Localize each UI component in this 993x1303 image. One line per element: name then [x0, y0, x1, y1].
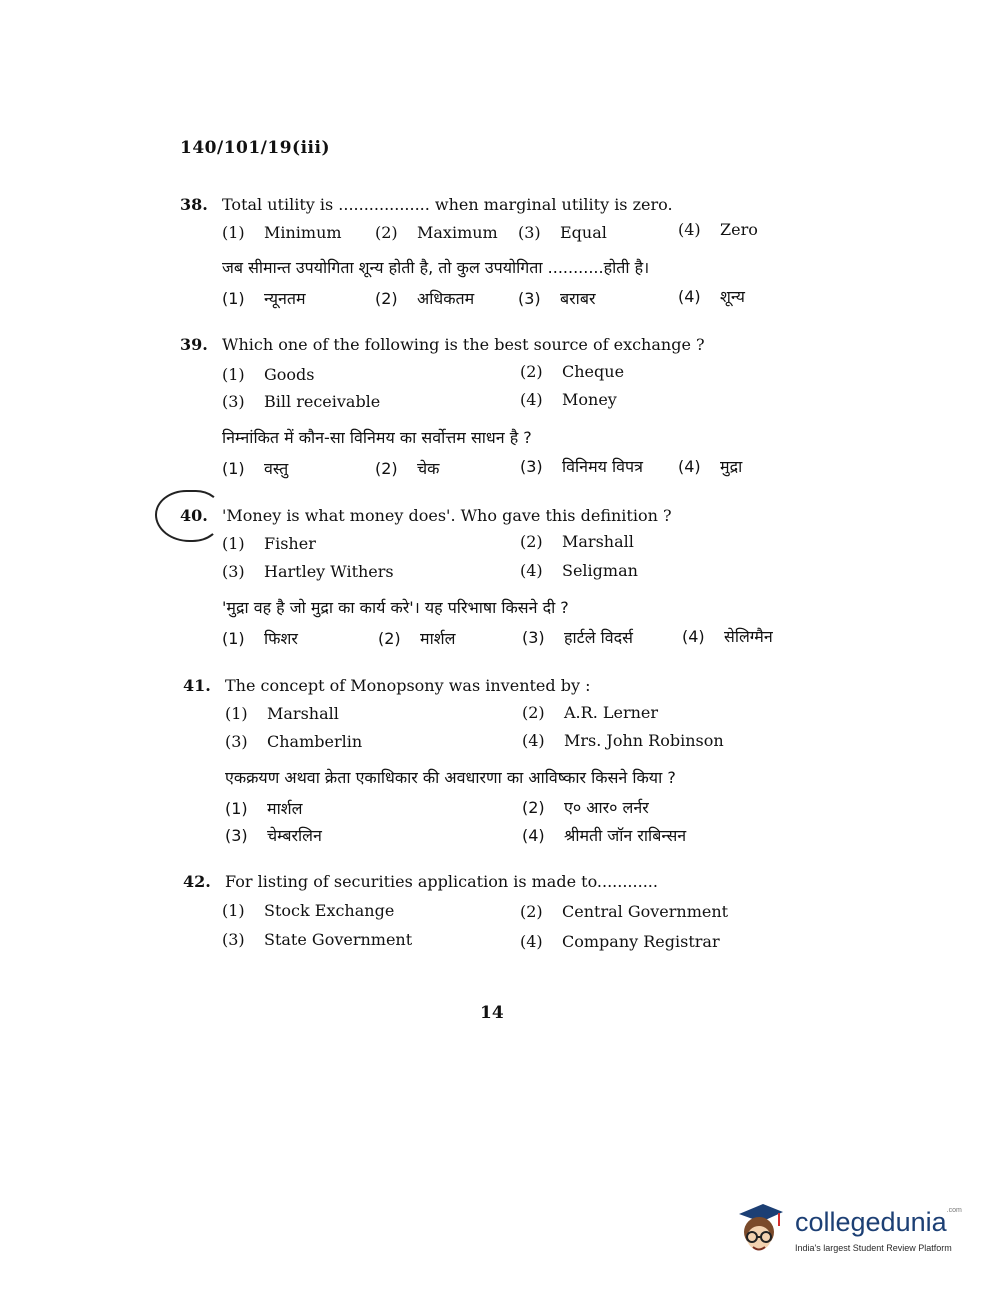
- q38-hindi-option-1: (1) न्यूनतम: [222, 289, 306, 308]
- q39-option-1: (1) Goods: [222, 365, 315, 384]
- q38-option-3: (3) Equal: [518, 223, 607, 242]
- q40-hindi-option-1: (1) फिशर: [222, 629, 298, 648]
- q39-hindi-option-4: (4) मुद्रा: [678, 457, 743, 476]
- q38-option-4: (4) Zero: [678, 220, 758, 239]
- logo-wordmark: collegedunia$^{.com}$: [795, 1207, 962, 1237]
- question-number: 39.: [180, 335, 208, 354]
- mascot-icon: [735, 1200, 785, 1258]
- q40-option-2: (2) Marshall: [520, 532, 634, 551]
- q39-option-2: (2) Cheque: [520, 362, 625, 381]
- q39-hindi-option-3: (3) विनिमय विपत्र: [520, 457, 643, 476]
- q41-option-3: (3) Chamberlin: [225, 732, 363, 751]
- q41-option-4: (4) Mrs. John Robinson: [522, 731, 724, 750]
- q40-hindi-option-3: (3) हार्टले विदर्स: [522, 628, 633, 647]
- question-40: [180, 506, 672, 525]
- q41-hindi-option-1: (1) मार्शल: [225, 799, 303, 818]
- question-41: [183, 676, 590, 695]
- collegedunia-logo: [735, 1195, 965, 1265]
- question-42: [183, 872, 658, 891]
- q40-option-1: (1) Fisher: [222, 534, 316, 553]
- q40-option-3: (3) Hartley Withers: [222, 562, 394, 581]
- q38-hindi-option-4: (4) शून्य: [678, 287, 745, 306]
- q38-hindi-option-3: (3) बराबर: [518, 289, 596, 308]
- question-text: 'Money is what money does'. Who gave this definition ?: [222, 506, 672, 525]
- question-text: For listing of securities application is made to............: [225, 872, 658, 891]
- question-38: [180, 195, 673, 214]
- q41-option-1: (1) Marshall: [225, 704, 339, 723]
- q39-hindi-option-1: (1) वस्तु: [222, 459, 289, 478]
- q40-option-4: (4) Seligman: [520, 561, 638, 580]
- question-39: [180, 335, 705, 354]
- paper-code: 140/101/19(iii): [180, 138, 331, 158]
- question-text: Total utility is .................. when marginal utility is zero.: [222, 195, 673, 214]
- question-number: 40.: [180, 506, 208, 525]
- q39-hindi-text: निम्नांकित में कौन-सा विनिमय का सर्वोत्तम साधन है ?: [222, 428, 532, 447]
- question-number: 42.: [183, 872, 211, 891]
- q41-option-2: (2) A.R. Lerner: [522, 703, 659, 722]
- q42-option-4: (4) Company Registrar: [520, 932, 720, 951]
- q40-hindi-option-4: (4) सेलिग्मैन: [682, 627, 773, 646]
- q39-hindi-option-2: (2) चेक: [375, 459, 440, 478]
- q42-option-1: (1) Stock Exchange: [222, 901, 395, 920]
- q42-option-3: (3) State Government: [222, 930, 413, 949]
- question-number: 38.: [180, 195, 208, 214]
- question-number: 41.: [183, 676, 211, 695]
- q38-hindi-option-2: (2) अधिकतम: [375, 289, 475, 308]
- q39-option-3: (3) Bill receivable: [222, 392, 381, 411]
- q41-hindi-option-4: (4) श्रीमती जॉन राबिन्सन: [522, 826, 687, 845]
- question-text: Which one of the following is the best source of exchange ?: [222, 335, 705, 354]
- q38-option-1: (1) Minimum: [222, 223, 342, 242]
- q40-hindi-option-2: (2) मार्शल: [378, 629, 456, 648]
- q38-option-2: (2) Maximum: [375, 223, 498, 242]
- question-text: The concept of Monopsony was invented by :: [225, 676, 591, 695]
- page-number: 14: [480, 1003, 504, 1023]
- q41-hindi-option-3: (3) चेम्बरलिन: [225, 826, 322, 845]
- logo-tagline: India's largest Student Review Platform: [795, 1243, 952, 1253]
- q41-hindi-text: एकक्रयण अथवा क्रेता एकाधिकार की अवधारणा का आविष्कार किसने किया ?: [225, 768, 676, 787]
- q40-hindi-text: 'मुद्रा वह है जो मुद्रा का कार्य करे'। यह परिभाषा किसने दी ?: [222, 598, 569, 617]
- q42-option-2: (2) Central Government: [520, 902, 729, 921]
- q38-hindi-text: जब सीमान्त उपयोगिता शून्य होती है, तो कुल उपयोगिता ...........होती है।: [222, 258, 650, 277]
- q41-hindi-option-2: (2) ए० आर० लर्नर: [522, 798, 649, 817]
- q39-option-4: (4) Money: [520, 390, 617, 409]
